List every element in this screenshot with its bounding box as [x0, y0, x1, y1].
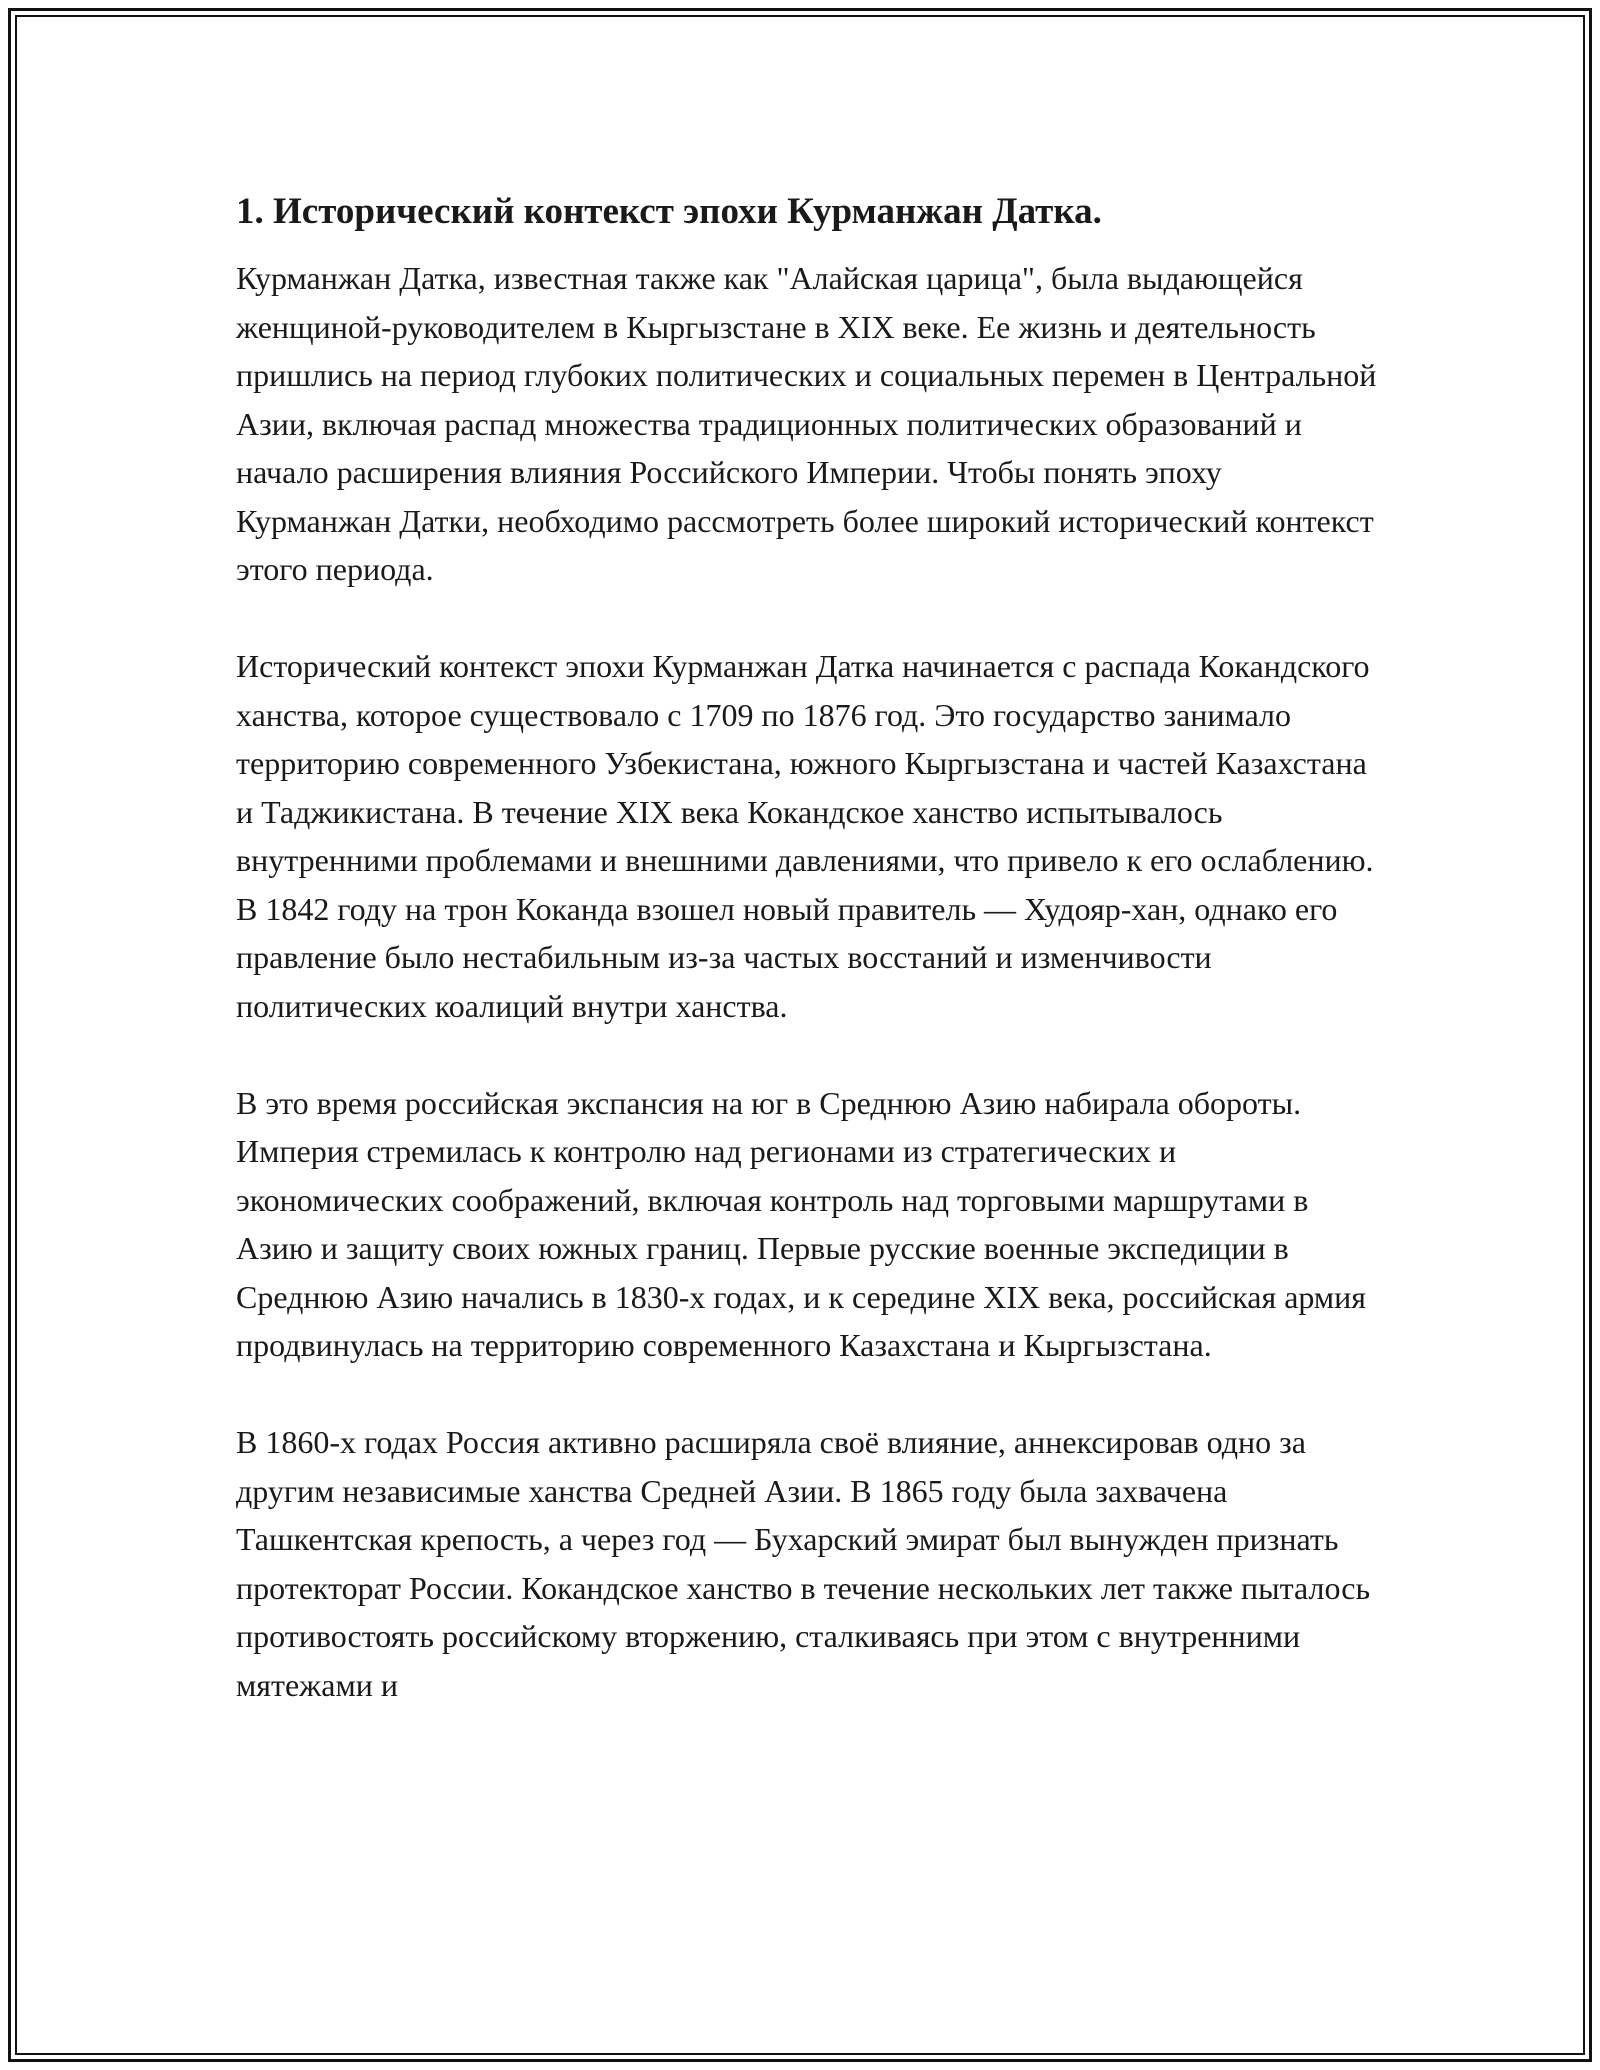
paragraph-2: Исторический контекст эпохи Курманжан Датка начинается с распада Кокандского ханства, которое существовало с 1709 по 1876 год. Это государство занимало территорию современного Узбекистана, южного Кыргызстана и частей Казахстана и Таджикистана. В течение XIX века Кокандское ханство испытывалось внутренними проблемами и внешними давлениями, что привело к его ослаблению. В 1842 году на трон Коканда взошел новый правитель — Худояр-хан, однако его правление было нестабильным из-за частых восстаний и изменчивости политических коалиций внутри ханства. [236, 648, 1374, 1024]
paragraph-4: В 1860-х годах Россия активно расширяла своё влияние, аннексировав одно за другим независимые ханства Средней Азии. В 1865 году была захвачена Ташкентская крепость, а через год — Бухарский эмират был вынужден признать протекторат России. Кокандское ханство в течение нескольких лет также пыталось противостоять российскому вторжению, сталкиваясь при этом с внутренними мятежами и [236, 1424, 1371, 1703]
document-body [236, 184, 1378, 1758]
paragraph-3: В это время российская экспансия на юг в Среднюю Азию набирала обороты. Империя стремилась к контролю над регионами из стратегических и экономических соображений, включая контроль над торговыми маршрутами в Азию и защиту своих южных границ. Первые русские военные экспедиции в Среднюю Азию начались в 1830-х годах, и к середине XIX века, российская армия продвинулась на территорию современного Казахстана и Кыргызстана. [236, 1084, 1366, 1363]
section-heading: 1. Исторический контекст эпохи Курманжан Датка. [236, 191, 1102, 232]
paragraph-1: Курманжан Датка, известная также как "Алайская царица", была выдающейся женщиной-руководителем в Кыргызстане в XIX веке. Ее жизнь и деятельность пришлись на период глубоких политических и социальных перемен в Центральной Азии, включая распад множества традиционных политических образований и начало расширения влияния Российского Империи. Чтобы понять эпоху Курманжан Датки, необходимо рассмотреть более широкий исторический контекст этого периода. [236, 260, 1377, 587]
